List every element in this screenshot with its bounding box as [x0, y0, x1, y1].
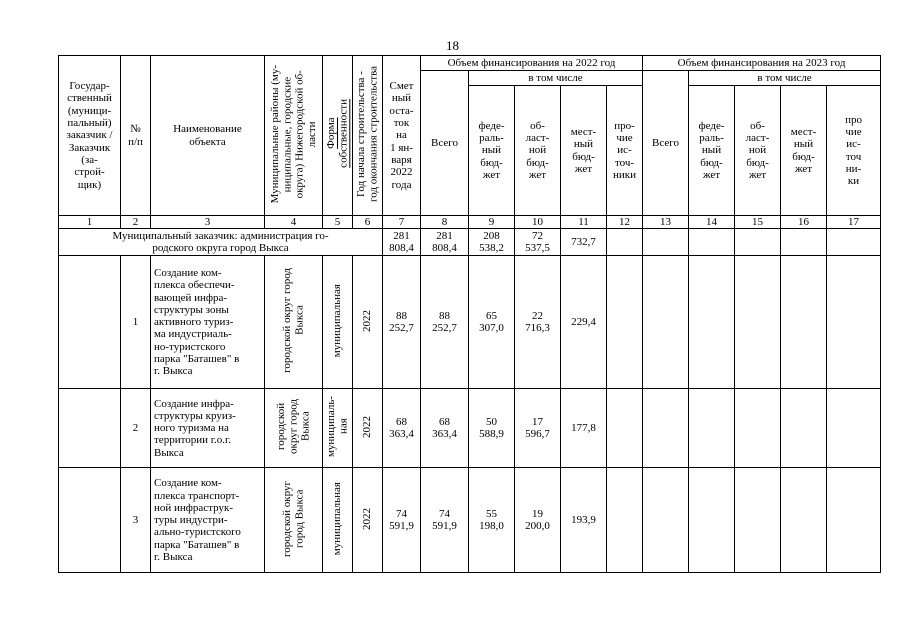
row-district-cell — [265, 389, 323, 468]
row-balance: 88 252,7 — [383, 256, 421, 389]
empty-cell — [689, 256, 735, 389]
row-ownership-cell — [323, 389, 353, 468]
empty-cell — [643, 256, 689, 389]
header-ownership-cell — [323, 56, 353, 216]
customer-label: Муниципальный заказчик: администрация го- родского округа город Выкса — [59, 229, 383, 256]
column-number: 3 — [151, 216, 265, 229]
column-number: 8 — [421, 216, 469, 229]
empty-cell — [781, 256, 827, 389]
table-row — [59, 468, 881, 573]
header-other-2023: про чие ис- точ ни- ки — [827, 86, 881, 216]
header-districts-cell — [265, 56, 323, 216]
page-number: 18 — [446, 38, 459, 53]
header-federal-2022: феде- раль- ный бюд- жет — [469, 86, 515, 216]
header-federal-2023: феде- раль- ный бюд- жет — [689, 86, 735, 216]
header-including-2023: в том числе — [689, 71, 881, 86]
row-district: городской округ город Выкса — [275, 399, 312, 455]
header-years-cell — [353, 56, 383, 216]
row-district: городской округ город Выкса — [281, 268, 306, 374]
customer-federal: 208 538,2 — [469, 229, 515, 256]
empty-cell — [689, 229, 735, 256]
empty-cell — [781, 389, 827, 468]
column-number: 12 — [607, 216, 643, 229]
empty-cell — [643, 468, 689, 573]
empty-cell — [607, 256, 643, 389]
empty-cell — [59, 256, 121, 389]
row-num: 1 — [121, 256, 151, 389]
header-ownership: Форма собственности — [325, 99, 350, 169]
row-ownership: муниципальная — [331, 284, 344, 358]
header-total-2023: Всего — [643, 71, 689, 216]
empty-cell — [735, 229, 781, 256]
row-year: 2022 — [361, 415, 374, 438]
row-district: городской округ город Выкса — [281, 480, 306, 557]
row-year-cell — [353, 468, 383, 573]
header-including-2022: в том числе — [469, 71, 643, 86]
row-object-name: Создание ком- плекса обеспечи- вающей инфра- структуры зоны активного туриз- ма индустриаль- но-туристского парка "Баташев" в г. Выкса — [151, 256, 265, 389]
row-ownership: муниципальная — [331, 482, 344, 556]
empty-cell — [827, 256, 881, 389]
row-regional: 19 200,0 — [515, 468, 561, 573]
header-fin-2023: Объем финансирования на 2023 год — [643, 56, 881, 71]
row-year-cell — [353, 256, 383, 389]
row-regional: 17 596,7 — [515, 389, 561, 468]
empty-cell — [689, 468, 735, 573]
customer-regional: 72 537,5 — [515, 229, 561, 256]
empty-cell — [827, 389, 881, 468]
row-balance: 74 591,9 — [383, 468, 421, 573]
column-number: 13 — [643, 216, 689, 229]
financing-table — [58, 55, 881, 573]
row-ownership: муниципаль- ная — [325, 396, 350, 458]
header-object-name: Наименование объекта — [151, 56, 265, 216]
row-district-cell — [265, 468, 323, 573]
row-num: 2 — [121, 389, 151, 468]
empty-cell — [689, 389, 735, 468]
table-row — [59, 256, 881, 389]
header-total-2022: Всего — [421, 71, 469, 216]
header-other-2022: про- чие ис- точ- ники — [607, 86, 643, 216]
row-local: 229,4 — [561, 256, 607, 389]
empty-cell — [607, 389, 643, 468]
row-ownership-cell — [323, 256, 353, 389]
empty-cell — [781, 468, 827, 573]
column-number: 6 — [353, 216, 383, 229]
row-local: 193,9 — [561, 468, 607, 573]
empty-cell — [59, 468, 121, 573]
header-num: № п/п — [121, 56, 151, 216]
row-year-cell — [353, 389, 383, 468]
row-balance: 68 363,4 — [383, 389, 421, 468]
column-number: 2 — [121, 216, 151, 229]
row-year: 2022 — [361, 309, 374, 332]
row-year: 2022 — [361, 507, 374, 530]
header-regional-2022: об- ласт- ной бюд- жет — [515, 86, 561, 216]
empty-cell — [643, 229, 689, 256]
header-years: Год начала строительства - год окончания строительства — [355, 65, 380, 202]
customer-balance: 281 808,4 — [383, 229, 421, 256]
empty-cell — [827, 468, 881, 573]
row-local: 177,8 — [561, 389, 607, 468]
header-regional-2023: об- ласт- ной бюд- жет — [735, 86, 781, 216]
header-local-2022: мест- ный бюд- жет — [561, 86, 607, 216]
empty-cell — [735, 256, 781, 389]
column-number: 16 — [781, 216, 827, 229]
row-object-name: Создание инфра- структуры круиз- ного туризма на территории г.о.г. Выкса — [151, 389, 265, 468]
column-number: 11 — [561, 216, 607, 229]
column-number: 15 — [735, 216, 781, 229]
empty-cell — [735, 468, 781, 573]
table-row — [59, 389, 881, 468]
row-total: 74 591,9 — [421, 468, 469, 573]
customer-local: 732,7 — [561, 229, 607, 256]
row-total: 88 252,7 — [421, 256, 469, 389]
header-fin-2022: Объем финансирования на 2022 год — [421, 56, 643, 71]
column-number: 5 — [323, 216, 353, 229]
empty-cell — [643, 389, 689, 468]
column-number: 7 — [383, 216, 421, 229]
header-row-1 — [59, 56, 881, 71]
row-regional: 22 716,3 — [515, 256, 561, 389]
empty-cell — [607, 229, 643, 256]
row-federal: 65 307,0 — [469, 256, 515, 389]
row-ownership-cell — [323, 468, 353, 573]
customer-row — [59, 229, 881, 256]
row-num: 3 — [121, 468, 151, 573]
row-federal: 50 588,9 — [469, 389, 515, 468]
column-number: 1 — [59, 216, 121, 229]
empty-cell — [781, 229, 827, 256]
empty-cell — [59, 389, 121, 468]
row-federal: 55 198,0 — [469, 468, 515, 573]
row-total: 68 363,4 — [421, 389, 469, 468]
empty-cell — [607, 468, 643, 573]
row-district-cell — [265, 256, 323, 389]
column-number: 10 — [515, 216, 561, 229]
column-numbers-row — [59, 216, 881, 229]
column-number: 14 — [689, 216, 735, 229]
empty-cell — [735, 389, 781, 468]
header-balance: Смет ный оста- ток на 1 ян- варя 2022 года — [383, 56, 421, 216]
header-local-2023: мест- ный бюд- жет — [781, 86, 827, 216]
empty-cell — [827, 229, 881, 256]
customer-total: 281 808,4 — [421, 229, 469, 256]
header-customer: Государ- ственный (муници- пальный) заказчик / Заказчик (за- строй- щик) — [59, 56, 121, 216]
column-number: 17 — [827, 216, 881, 229]
column-number: 9 — [469, 216, 515, 229]
row-object-name: Создание ком- плекса транспорт- ной инфраструк- туры индустри- ально-туристского парка "Баташев" в г. Выкса — [151, 468, 265, 573]
column-number: 4 — [265, 216, 323, 229]
header-districts: Муниципальные районы (му- ниципальные, городские округа) Нижегородской об- ласти — [268, 64, 318, 204]
